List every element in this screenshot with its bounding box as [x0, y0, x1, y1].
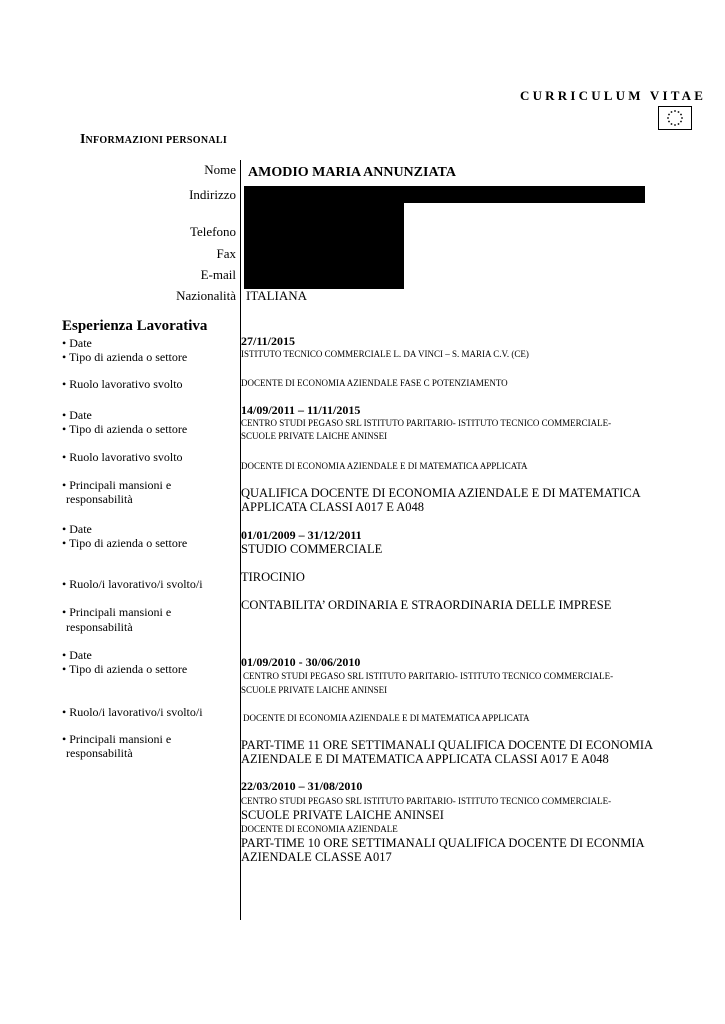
entry-company-cont: SCUOLE PRIVATE LAICHE ANINSEI [241, 431, 388, 441]
redaction-address-line [244, 186, 645, 203]
label-nationality: Nazionalità [176, 288, 236, 303]
entry-duties: QUALIFICA DOCENTE DI ECONOMIA AZIENDALE E DI MATEMATICA [241, 486, 641, 500]
label-duties: • Principali mansioni e [62, 732, 172, 746]
entry-role: DOCENTE DI ECONOMIA AZIENDALE E DI MATEMATICA APPLICATA [243, 713, 530, 723]
entry-company: ISTITUTO TECNICO COMMERCIALE L. DA VINCI – S. MARIA C.V. (CE) [241, 349, 529, 359]
entry-duties-cont: APPLICATA CLASSI A017 E A048 [241, 500, 425, 514]
label-role: • Ruolo/i lavorativo/i svolto/i [62, 577, 203, 591]
label-date: • Date [62, 648, 92, 662]
entry-date: 01/01/2009 – 31/12/2011 [241, 528, 362, 542]
entry-company: CENTRO STUDI PEGASO SRL ISTITUTO PARITARIO- ISTITUTO TECNICO COMMERCIALE- [241, 796, 612, 806]
entry-duties-cont: AZIENDALE E DI MATEMATICA APPLICATA CLASSI A017 E A048 [241, 752, 609, 766]
label-role: • Ruolo lavorativo svolto [62, 450, 183, 464]
entry-company: CENTRO STUDI PEGASO SRL ISTITUTO PARITARIO- ISTITUTO TECNICO COMMERCIALE- [243, 671, 614, 681]
entry-company: STUDIO COMMERCIALE [241, 542, 383, 556]
label-role: • Ruolo lavorativo svolto [62, 377, 183, 391]
heading-rest: NFORMAZIONI PERSONALI [85, 135, 228, 146]
entry-role: TIROCINIO [241, 570, 305, 584]
redaction-contact-block [244, 203, 404, 289]
label-company: • Tipo di azienda o settore [62, 536, 188, 550]
label-duties-cont: responsabilità [66, 620, 133, 634]
label-date: • Date [62, 522, 92, 536]
entry-date: 22/03/2010 – 31/08/2010 [241, 779, 363, 793]
experience-heading: Esperienza Lavorativa [62, 318, 208, 334]
label-phone: Telefono [189, 224, 236, 239]
entry-date: 14/09/2011 – 11/11/2015 [241, 403, 361, 417]
entry-duties: PART-TIME 11 ORE SETTIMANALI QUALIFICA DOCENTE DI ECONOMIA [241, 738, 654, 752]
eu-flag-icon [658, 106, 692, 130]
entry-company-cont: SCUOLE PRIVATE LAICHE ANINSEI [241, 685, 388, 695]
nationality-value: ITALIANA [246, 288, 308, 303]
label-company: • Tipo di azienda o settore [62, 422, 188, 436]
label-fax: Fax [216, 246, 236, 261]
name-value: AMODIO MARIA ANNUNZIATA [248, 165, 456, 180]
label-date: • Date [62, 336, 92, 350]
entry-role: DOCENTE DI ECONOMIA AZIENDALE FASE C POTENZIAMENTO [241, 378, 508, 388]
entry-role: DOCENTE DI ECONOMIA AZIENDALE [241, 824, 398, 834]
entry-duties: PART-TIME 10 ORE SETTIMANALI QUALIFICA DOCENTE DI ECONMIA [241, 836, 645, 850]
label-address: Indirizzo [189, 187, 236, 202]
document-title: CURRICULUM VITAE [520, 88, 707, 103]
entry-company: CENTRO STUDI PEGASO SRL ISTITUTO PARITARIO- ISTITUTO TECNICO COMMERCIALE- [241, 418, 612, 428]
label-duties-cont: responsabilità [66, 746, 133, 760]
entry-duties: CONTABILITA’ ORDINARIA E STRAORDINARIA DELLE IMPRESE [241, 598, 612, 612]
label-date: • Date [62, 408, 92, 422]
personal-info-heading [80, 131, 227, 148]
label-company: • Tipo di azienda o settore [62, 350, 188, 364]
entry-duties-cont: AZIENDALE CLASSE A017 [241, 850, 392, 864]
entry-date: 27/11/2015 [241, 334, 296, 348]
label-company: • Tipo di azienda o settore [62, 662, 188, 676]
label-duties: • Principali mansioni e [62, 605, 172, 619]
entry-date: 01/09/2010 - 30/06/2010 [241, 655, 361, 669]
heading-initial: I [80, 132, 86, 147]
label-name: Nome [204, 162, 236, 177]
label-role: • Ruolo/i lavorativo/i svolto/i [62, 705, 203, 719]
label-duties-cont: responsabilità [66, 492, 133, 506]
entry-company-cont: SCUOLE PRIVATE LAICHE ANINSEI [241, 808, 444, 822]
label-duties: • Principali mansioni e [62, 478, 172, 492]
entry-role: DOCENTE DI ECONOMIA AZIENDALE E DI MATEMATICA APPLICATA [241, 461, 528, 471]
label-email: E-mail [200, 267, 236, 282]
